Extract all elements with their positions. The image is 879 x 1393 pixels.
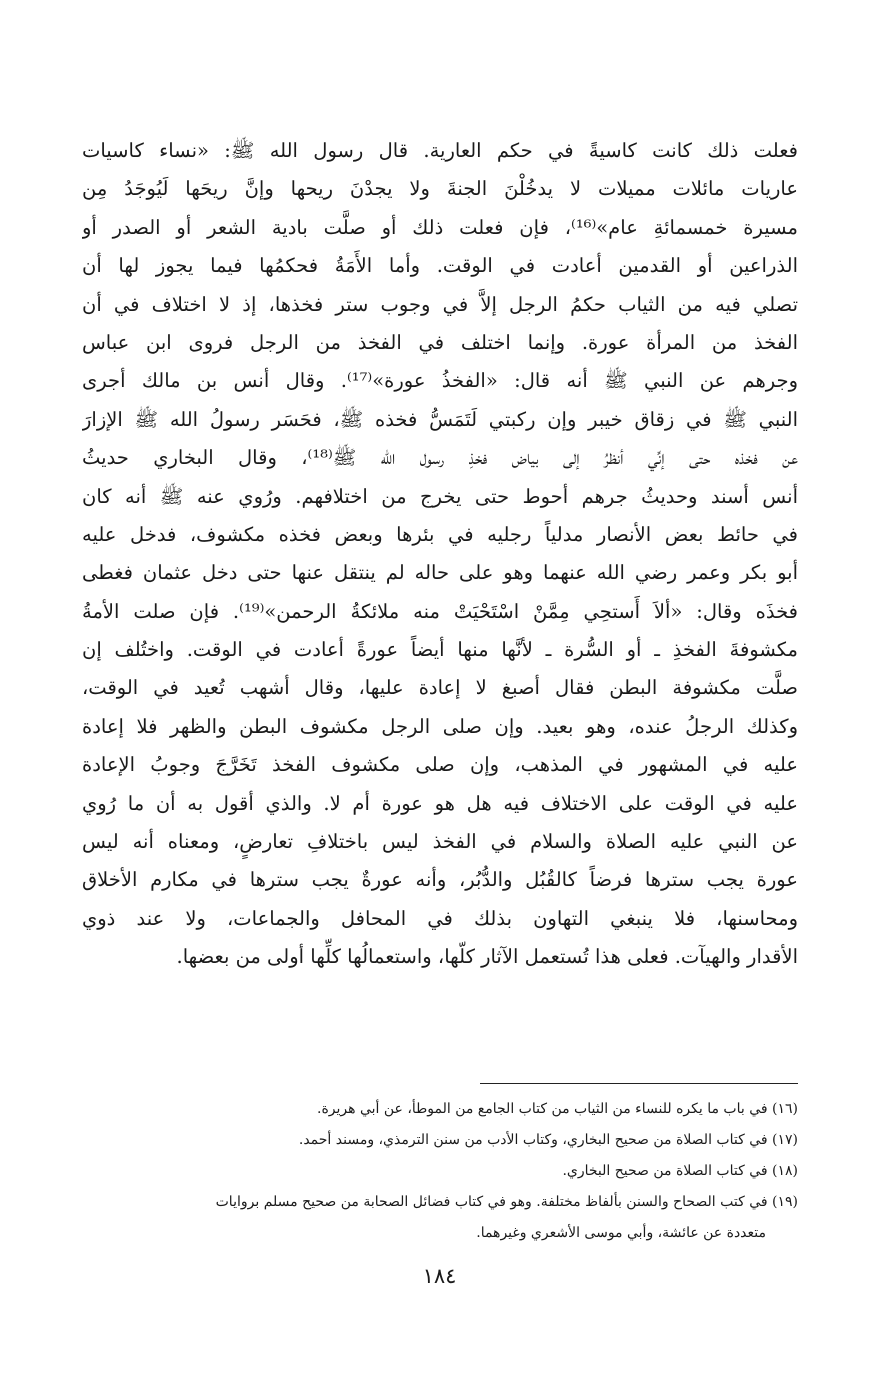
text-line: عن النبي عليه الصلاة والسلام في الفخذ ليس باختلافِ تعارضٍ، ومعناه أنه ليس (82, 830, 798, 854)
text-line: الذراعين أو القدمين أعادت في الوقت. وأما الأَمَةُ فحكمُها فيما يجوز لها أن (82, 254, 798, 278)
footnote: (١٩) في كتب الصحاح والسنن بألفاظ مختلفة. وهو في كتاب فضائل الصحابة من صحيح مسلم بروايات (215, 1194, 798, 1210)
footnote: (١٧) في كتاب الصلاة من صحيح البخاري، وكتاب الأدب من سنن الترمذي، ومسند أحمد. (298, 1132, 798, 1148)
text-line: فعلت ذلك كانت كاسيةً في حكم العارية. قال رسول الله ﷺ: «نساء كاسيات (82, 139, 798, 162)
page-number: ١٨٤ (422, 1264, 457, 1288)
footnote-continuation: متعددة عن عائشة، وأبي موسى الأشعري وغيرهما. (476, 1225, 766, 1241)
text-line: ومحاسنها، فلا ينبغي التهاون بذلك في المحافل والجماعات، ولا عند ذوي (82, 906, 798, 930)
text-line: عليه في المشهور في المذهب، وإن صلى مكشوف الفخذ تَخَرَّجَ وجوبُ الإعادة (82, 753, 798, 777)
main-text (82, 132, 798, 977)
text-line: صلَّت مكشوفة البطن فقال أصبغ لا إعادة عليها، وقال أشهب تُعيد في الوقت، (82, 676, 798, 700)
text-line: تصلي فيه من الثياب حكمُ الرجل إلاَّ في وجوب ستر فخذها، إذ لا اختلاف في أن (82, 292, 798, 316)
text-line: النبي ﷺ في زقاق خيبر وإن ركبتي لَتَمَسُّ فخذه ﷺ، فحَسَر رسولُ الله ﷺ الإزارَ (82, 407, 798, 431)
text-line: الأقدار والهيآت. فعلى هذا تُستعمل الآثار كلّها، واستعمالُها كلِّها أولى من بعضها. (176, 945, 798, 969)
text-line: وكذلك الرجلُ عنده، وهو بعيد. وإن صلى الرجل مكشوف البطن والظهر فلا إعادة (82, 714, 798, 738)
text-line: عورة يجب سترها فرضاً كالقُبُل والدُّبُر، وأنه عورةٌ يجب سترها في مكارم الأخلاق (82, 868, 798, 892)
text-line: في حائط بعض الأنصار مدلياً رجليه في بئرها وبعض فخذه مكشوف، فدخل عليه (82, 522, 798, 546)
text-line: عن فخذه حتى إنِّي أنظرُ إلى بياض فخذِ رسول الله ﷺ⁽¹⁸⁾، وقال البخاري حديثُ (82, 446, 798, 470)
text-line: عليه في الوقت على الاختلاف فيه هل هو عورة أم لا. والذي أقول به أن ما رُوي (82, 791, 798, 815)
footnote: (١٨) في كتاب الصلاة من صحيح البخاري. (562, 1163, 798, 1179)
text-line: الفخذ من المرأة عورة. وإنما اختلف في الفخذ من الرجل فروى ابن عباس (82, 330, 798, 354)
text-line: أنس أسند وحديثُ جرهم أحوط حتى يخرج من اختلافهم. ورُوي عنه ﷺ أنه كان (82, 484, 798, 508)
text-line: عاريات مائلات مميلات لا يدخُلْنَ الجنةَ ولا يجدْنَ ريحها وإنَّ ريحَها لَيُوجَدُ مِن (82, 177, 798, 201)
text-line: مسيرة خمسمائةِ عام»⁽¹⁶⁾، فإن فعلت ذلك أو صلَّت بادية الشعر أو الصدر أو (82, 215, 798, 239)
text-line: مكشوفةَ الفخذِ ـ أو السُّرة ـ لأنَّها منها أيضاً عورةً أعادت في الوقت. واختُلف إن (82, 638, 798, 662)
footnote: (١٦) في باب ما يكره للنساء من الثياب من كتاب الجامع من الموطأ، عن أبي هريرة. (317, 1101, 798, 1117)
footnote-separator (480, 1083, 798, 1084)
text-line: وجرهم عن النبي ﷺ أنه قال: «الفخذُ عورة»⁽¹⁷⁾. وقال أنس بن مالك أجرى (82, 369, 798, 393)
text-line: أبو بكر وعمر رضي الله عنهما وهو على حاله لم ينتقل عنها حتى دخل عثمان فغطى (82, 561, 798, 585)
footnotes (82, 1094, 798, 1249)
text-line: فخذَه وقال: «ألاَ أَستحِي مِمَّنْ اسْتَحْيَتْ منه ملائكةُ الرحمن»⁽¹⁹⁾. فإن صلت الأمةُ (82, 599, 798, 623)
